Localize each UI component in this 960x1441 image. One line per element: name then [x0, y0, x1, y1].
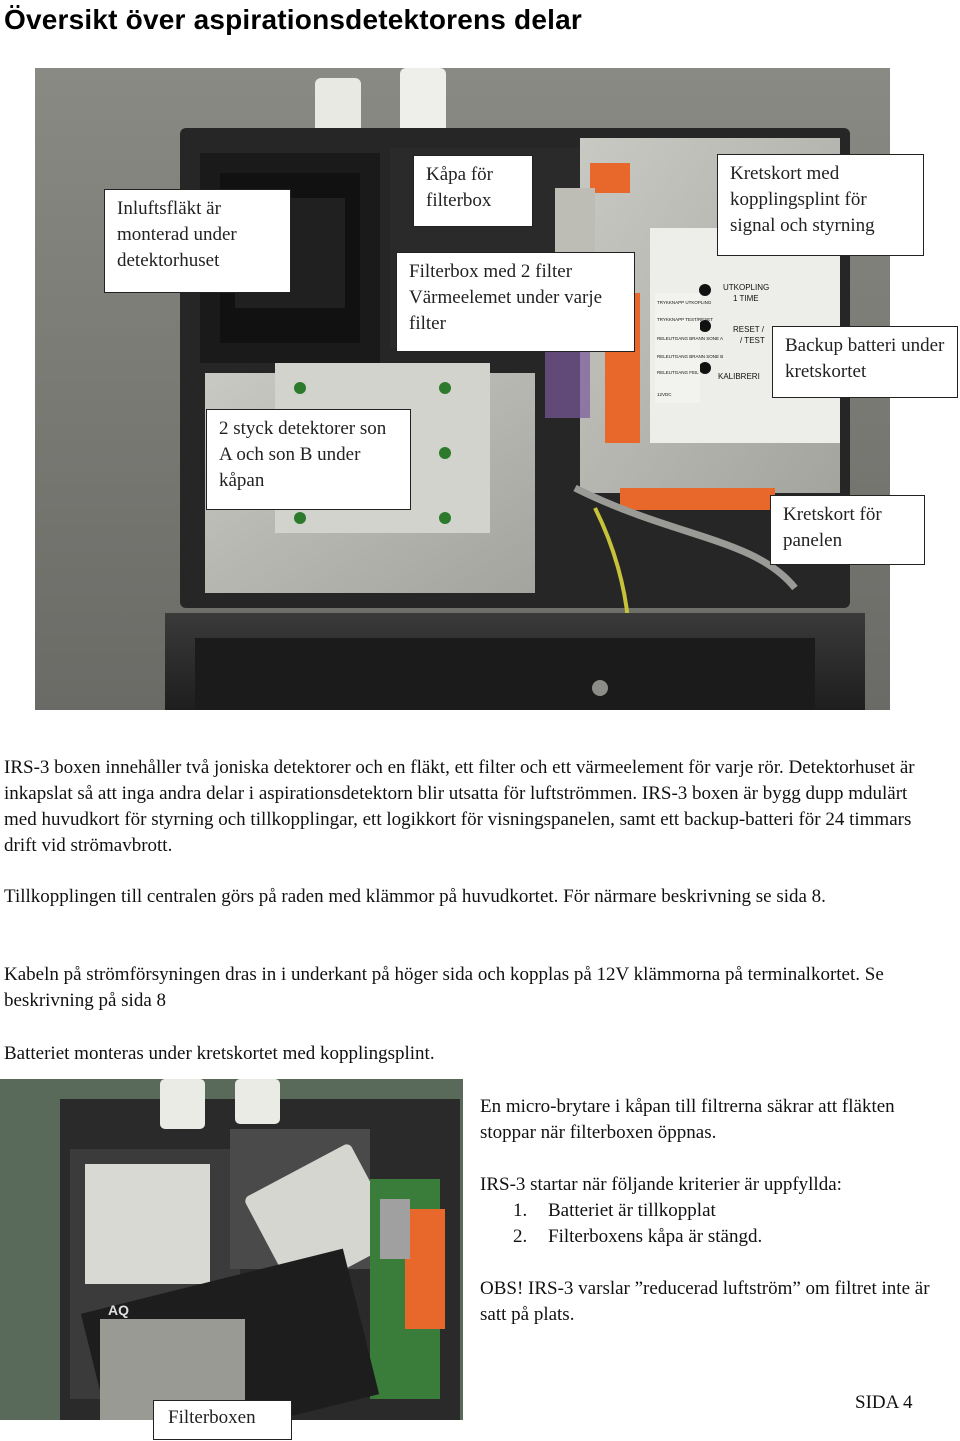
criteria-list	[513, 1198, 762, 1250]
callout-backup-batteri	[772, 326, 958, 398]
callout-kretskort-kopplingsplint	[717, 154, 924, 256]
aq-logo-text: AQ	[108, 1302, 129, 1318]
board-label-releutgang-a: RELEUTGANG BRANN SONE A	[657, 336, 724, 341]
board-label-12vdc: 12VDC	[657, 392, 672, 397]
callout-filterboxen-text: Filterboxen	[168, 1407, 256, 1428]
callout-kretskort-panelen	[770, 495, 925, 565]
board-label-test: / TEST	[740, 336, 765, 345]
callout-filterbox-text: Filterbox med 2 filter Värmeelemet under varje filter	[409, 261, 603, 334]
board-label-releutgang-b: RELEUTGANG BRANN SONE B	[657, 354, 724, 359]
list-item-text: Filterboxens kåpa är stängd.	[548, 1226, 763, 1247]
callout-inluftsflakt	[104, 189, 291, 293]
board-label-reset: RESET /	[733, 325, 764, 334]
list-item-number: 1.	[513, 1200, 528, 1221]
criteria-intro: IRS-3 startar när följande kriterier är uppfyllda:	[480, 1174, 842, 1195]
list-item	[513, 1198, 762, 1224]
paragraph-tillkoppling: Tillkopplingen till centralen görs på raden med klämmor på huvudkortet. För närmare beskrivning se sida 8.	[4, 886, 826, 907]
board-label-kalibrering: KALIBRERI	[718, 372, 760, 381]
list-item	[513, 1224, 762, 1250]
callout-detektorer-text: 2 styck detektorer son A och son B under kåpan	[219, 418, 387, 491]
list-item-number: 2.	[513, 1226, 528, 1247]
board-label-trykknapp1: TRYKKNAPP UTKOPLING	[657, 300, 712, 305]
page-title: Översikt över aspirationsdetektorens delar	[4, 4, 582, 35]
page-number: SIDA 4	[855, 1392, 913, 1413]
paragraph-intro: IRS-3 boxen innehåller två joniska detektorer och en fläkt, ett filter och ett värmeelement för varje rör. Detektorhuset är inkapslat så att inga andra delar i aspirationsdetektorn blir utsatta för luftströmmen. IRS-3 boxen är bygg dupp mdulärt med huvudkort för styrning och tillkopplingar, ett logikkort för visningspanelen, samt ett backup-batteri för 24 timmars drift vid strömavbrott.	[4, 757, 915, 856]
callout-kapa-filterbox-text: Kåpa för filterbox	[426, 164, 493, 211]
callout-kretskort-kopplingsplint-text: Kretskort med kopplingsplint för signal och styrning	[730, 163, 875, 236]
callout-inluftsflakt-text: Inluftsfläkt är monterad under detektorhuset	[117, 198, 237, 271]
board-label-utkopling: UTKOPLING	[723, 283, 770, 292]
micro-brytare-text: En micro-brytare i kåpan till filtrerna säkrar att fläkten stoppar när filterboxen öppnas.	[480, 1096, 895, 1143]
callout-backup-batteri-text: Backup batteri under kretskortet	[785, 335, 945, 382]
callout-detektorer	[206, 409, 411, 510]
paragraph-kabel: Kabeln på strömförsyningen dras in i underkant på höger sida och kopplas på 12V klämmorna på terminalkortet. Se beskrivning på sida 8	[4, 964, 884, 1011]
board-label-one-time: 1 TIME	[733, 294, 759, 303]
obs-text: OBS! IRS-3 varslar ”reducerad luftström” om filtret inte är satt på plats.	[480, 1278, 930, 1325]
paragraph-batteri: Batteriet monteras under kretskortet med kopplingsplint.	[4, 1043, 435, 1064]
callout-filterboxen	[153, 1400, 292, 1440]
filterbox-photo	[0, 1079, 463, 1420]
callout-filterbox	[396, 252, 635, 352]
board-label-releutgang-feil: RELEUTGANG FEIL	[657, 370, 699, 375]
callout-kretskort-panelen-text: Kretskort för panelen	[783, 504, 882, 551]
board-label-trykknapp2: TRYKKNAPP TEST/RESET	[657, 317, 714, 322]
callout-kapa-filterbox	[413, 155, 533, 227]
list-item-text: Batteriet är tillkopplat	[548, 1200, 716, 1221]
